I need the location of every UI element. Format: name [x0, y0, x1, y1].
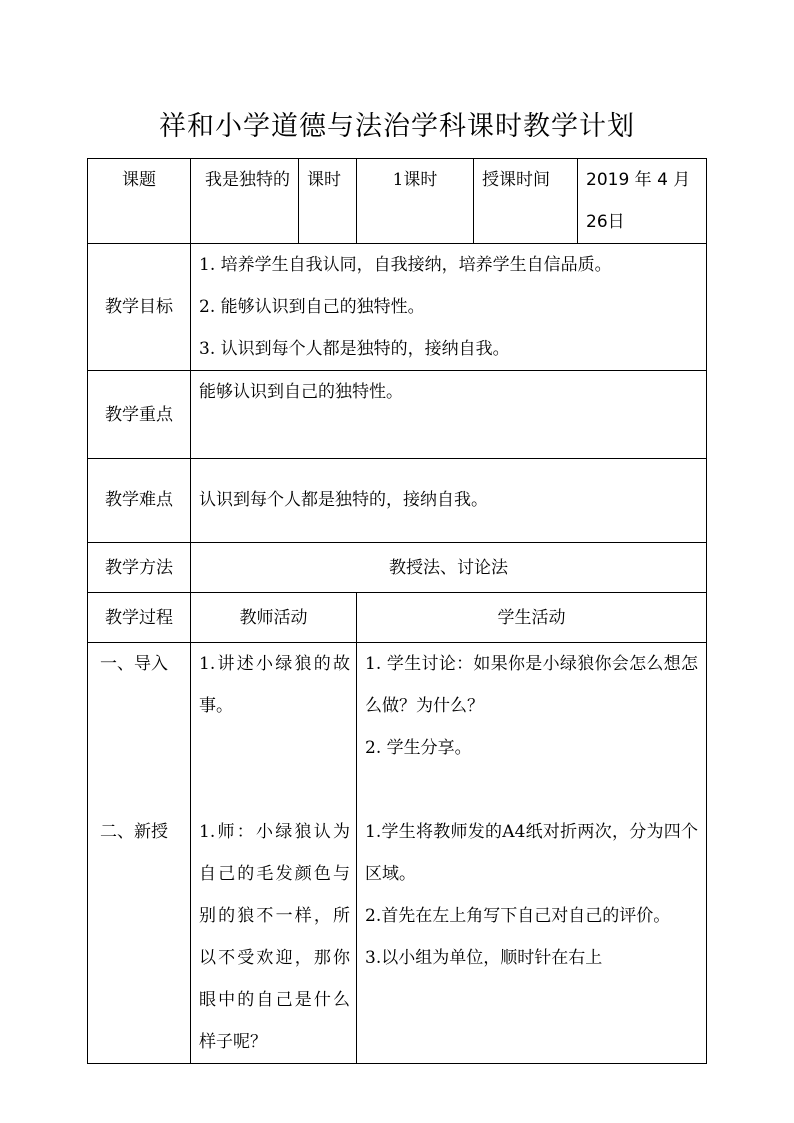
objectives-list [191, 244, 707, 371]
student-activity: 2.首先在左上角写下自己对自己的评价。 [365, 906, 671, 926]
objective-item: 3. 认识到每个人都是独特的，接纳自我。 [199, 339, 510, 359]
teacher-activity-header: 教师活动 [191, 593, 357, 643]
student-activity-group [365, 811, 698, 979]
difficulties-label: 教学难点 [88, 459, 191, 543]
teacher-activity-column [191, 643, 357, 1064]
stage-name: 二、新授 [100, 822, 168, 842]
methods-text: 教授法、讨论法 [191, 543, 707, 593]
methods-row [88, 543, 707, 593]
difficulties-text: 认识到每个人都是独特的，接纳自我。 [191, 459, 707, 543]
teacher-activity: 1.师：小绿狼认为自己的毛发颜色与别的狼不一样，所以不受欢迎，那你眼中的自己是什么样子呢？ [199, 822, 350, 1052]
student-activity-header: 学生活动 [357, 593, 707, 643]
period-label: 课时 [299, 159, 357, 244]
page-title: 祥和小学道德与法治学科课时教学计划 [159, 111, 635, 142]
date-label: 授课时间 [474, 159, 578, 244]
teacher-activity: 1.讲述小绿狼的故事。 [199, 654, 350, 716]
key-points-text: 能够认识到自己的独特性。 [191, 371, 707, 459]
objectives-label: 教学目标 [88, 244, 191, 371]
student-activity: 2. 学生分享。 [365, 738, 472, 758]
period-value: 1课时 [357, 159, 474, 244]
topic-label: 课题 [88, 159, 191, 244]
difficulties-row [88, 459, 707, 543]
objective-item: 2. 能够认识到自己的独特性。 [199, 297, 425, 317]
topic-value: 我是独特的 [191, 159, 299, 244]
stage-column [88, 643, 191, 1064]
student-activity-group [365, 643, 698, 811]
lesson-plan-table [87, 158, 707, 1064]
process-header-row [88, 593, 707, 643]
objective-item: 1. 培养学生自我认同，自我接纳，培养学生自信品质。 [199, 255, 612, 275]
key-points-row [88, 371, 707, 459]
objectives-row [88, 244, 707, 371]
student-activity: 1.学生将教师发的A4纸对折两次，分为四个区域。 [365, 822, 698, 884]
date-value: 2019 年 4 月 26日 [578, 159, 707, 244]
student-activity: 3.以小组为单位，顺时针在右上 [365, 948, 603, 968]
student-activity-column [357, 643, 707, 1064]
student-activity: 1. 学生讨论：如果你是小绿狼你会怎么想怎么做？为什么？ [365, 654, 698, 716]
stage-name: 一、导入 [100, 654, 168, 674]
process-label: 教学过程 [88, 593, 191, 643]
process-content-row [88, 643, 707, 1064]
methods-label: 教学方法 [88, 543, 191, 593]
key-points-label: 教学重点 [88, 371, 191, 459]
header-row [88, 159, 707, 244]
